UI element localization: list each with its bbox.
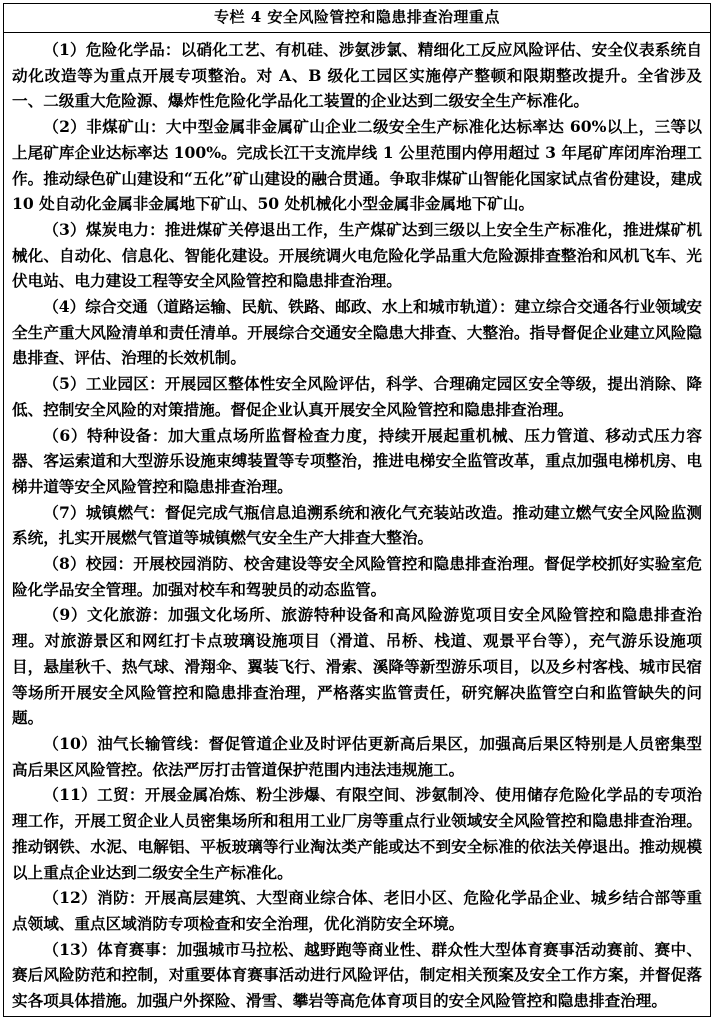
paragraph-campus: （8）校园：开展校园消防、校舍建设等安全风险管控和隐患排查治理。督促学校抓好实验室危险化学品安全管理。加强对校车和驾驶员的动态监管。 <box>12 554 702 599</box>
paragraph-culture-tourism: （9）文化旅游：加强文化场所、旅游特种设备和高风险游览项目安全风险管控和隐患排查治理。对旅游景区和网红打卡点玻璃设施项目（滑道、吊桥、栈道、观景平台等），充气游乐设施项目，悬崖秋千、热气球、滑翔伞、翼装飞行、滑索、溪降等新型游乐项目，以及乡村客栈、城市民宿等场所开展安全风险管控和隐患排查治理，严格落实监管责任，研究解决监管空白和监管缺失的问题。 <box>12 605 702 728</box>
paragraph-special-equipment: （6）特种设备：加大重点场所监督检查力度，持续开展起重机械、压力管道、移动式压力容器、客运索道和大型游乐设施束缚装置等专项整治，推进电梯安全监管改革，重点加强电梯机房、电梯井道等安全风险管控和隐患排查治理。 <box>12 425 702 496</box>
feature-panel <box>3 3 711 1017</box>
paragraph-urban-gas: （7）城镇燃气：督促完成气瓶信息追溯系统和液化气充装站改造。推动建立燃气安全风险监测系统，扎实开展燃气管道等城镇燃气安全生产大排查大整治。 <box>12 502 702 548</box>
paragraph-industrial-parks: （5）工业园区：开展园区整体性安全风险评估，科学、合理确定园区安全等级，提出消除、降低、控制安全风险的对策措施。督促企业认真开展安全风险管控和隐患排查治理。 <box>12 374 702 419</box>
panel-content <box>4 33 710 1014</box>
paragraph-coal-power: （3）煤炭电力：推进煤矿关停退出工作，生产煤矿达到三级以上安全生产标准化，推进煤矿机械化、自动化、信息化、智能化建设。开展统调火电危险化学品重大危险源排查整治和风机飞车、光伏电站、电力建设工程等安全风险管控和隐患排查治理。 <box>12 219 702 291</box>
paragraph-sports-events: （13）体育赛事：加强城市马拉松、越野跑等商业性、群众性大型体育赛事活动赛前、赛中、赛后风险防范和控制，对重要体育赛事活动进行风险评估，制定相关预案及安全工作方案，并督促落实各项具体措施。加强户外探险、滑雪、攀岩等高危体育项目的安全风险管控和隐患排查治理。 <box>12 939 702 1011</box>
paragraph-transportation: （4）综合交通（道路运输、民航、铁路、邮政、水上和城市轨道）：建立综合交通各行业领域安全生产重大风险清单和责任清单。开展综合交通安全隐患大排查、大整治。指导督促企业建立风险隐患排查、评估、治理的长效机制。 <box>12 297 702 368</box>
paragraph-oil-gas-pipelines: （10）油气长输管线：督促管道企业及时评估更新高后果区，加强高后果区特别是人员密集型高后果区风险管控。依法严厉打击管道保护范围内违法违规施工。 <box>12 733 702 779</box>
paragraph-hazardous-chemicals: （1）危险化学品：以硝化工艺、有机硅、涉氨涉氯、精细化工反应风险评估、安全仪表系统自动化改造等为重点开展专项整治。对 A、B 级化工园区实施停产整顿和限期整改提升。全省涉及一、二级重大危险源、爆炸性危险化学品化工装置的企业达到二级安全生产标准化。 <box>12 40 702 111</box>
paragraph-fire-safety: （12）消防：开展高层建筑、大型商业综合体、老旧小区、危险化学品企业、城乡结合部等重点领域、重点区域消防专项检查和安全治理，优化消防安全环境。 <box>12 888 702 933</box>
paragraph-industry-trade: （11）工贸：开展金属冶炼、粉尘涉爆、有限空间、涉氨制冷、使用储存危险化学品的专项治理工作，开展工贸企业人员密集场所和租用工业厂房等重点行业领域安全风险管控和隐患排查治理。推动钢铁、水泥、电解铝、平板玻璃等行业淘汰类产能或达不到安全标准的依法关停退出。推动规模以上重点企业达到二级安全生产标准化。 <box>12 785 702 882</box>
panel-title: 专栏 4 安全风险管控和隐患排查治理重点 <box>4 4 710 33</box>
paragraph-non-coal-mines: （2）非煤矿山：大中型金属非金属矿山企业二级安全生产标准化达标率达 60%以上，三等以上尾矿库企业达标率达 100%。完成长江干支流岸线 1 公里范围内停用超过 3 年尾矿库闭库治理工作。推动绿色矿山建设和“五化”矿山建设的融合贯通。争取非煤矿山智能化国家试点省份建设，建成 10 处自动化金属非金属地下矿山、50 处机械化小型金属非金属地下矿山。 <box>12 117 702 214</box>
